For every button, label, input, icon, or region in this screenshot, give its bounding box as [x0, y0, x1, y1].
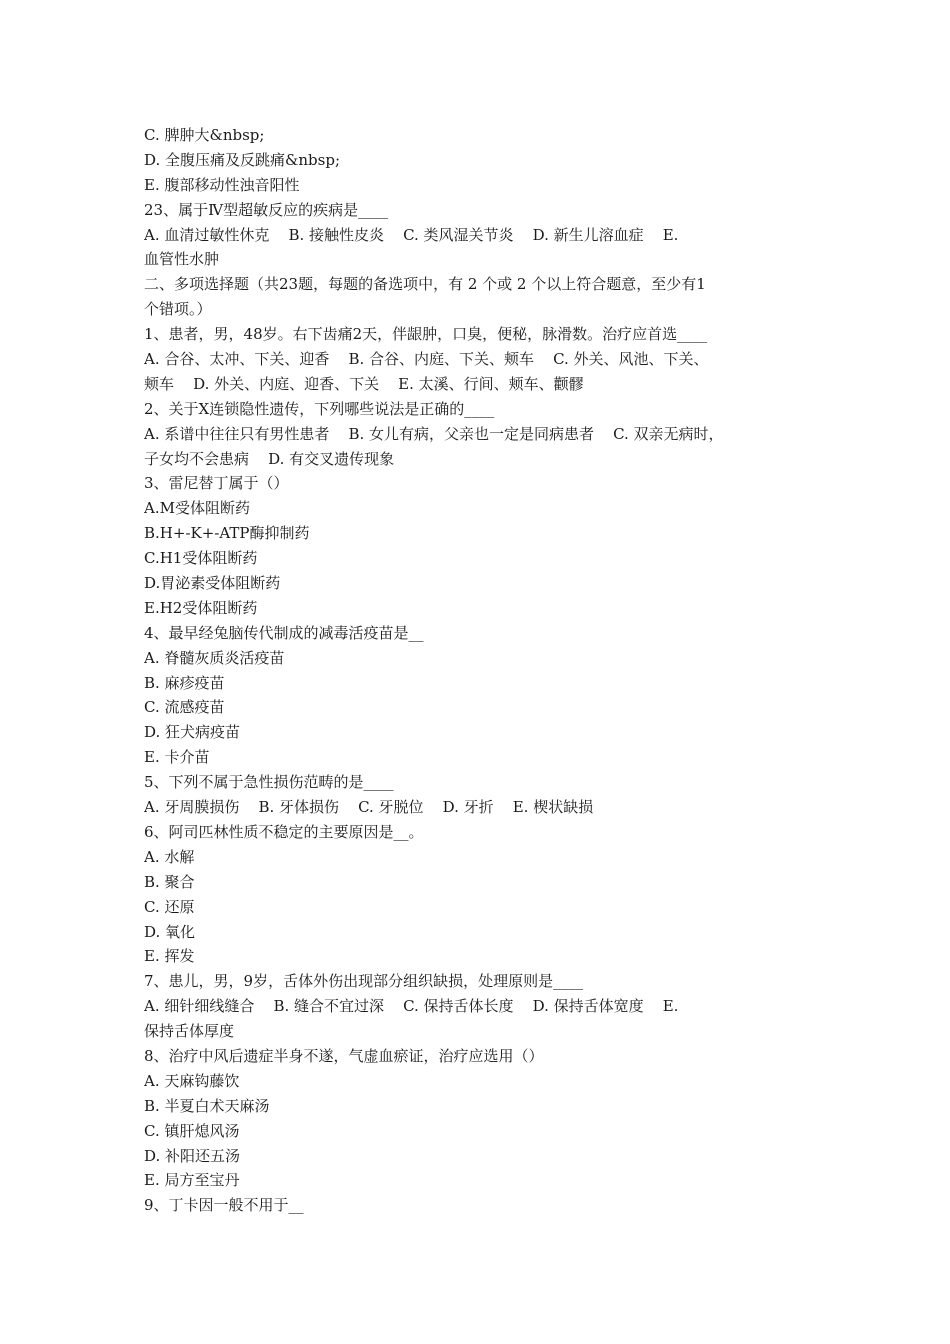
- text-line: A. 牙周膜损伤 B. 牙体损伤 C. 牙脱位 D. 牙折 E. 楔状缺损: [144, 798, 594, 817]
- text-line: A. 水解: [144, 847, 195, 866]
- question-1: 1、患者，男，48岁。右下齿痛2天，伴龈肿，口臭，便秘，脉滑数。治疗应首选____: [144, 325, 708, 344]
- document-body: [144, 123, 824, 1218]
- text-line: D. 氧化: [144, 922, 196, 941]
- text-line: A. 血清过敏性休克 B. 接触性皮炎 C. 类风湿关节炎 D. 新生儿溶血症 E.: [144, 225, 679, 244]
- text-line: D.胃泌素受体阻断药: [144, 574, 281, 593]
- text-line: B. 麻疹疫苗: [144, 673, 225, 692]
- text-line: D. 全腹压痛及反跳痛&nbsp;: [144, 150, 340, 169]
- question-9: 9、丁卡因一般不用于__: [144, 1196, 304, 1215]
- text-line: 保持舌体厚度: [144, 1022, 235, 1041]
- section-heading: 二、多项选择题（共23题，每题的备选项中，有 2 个或 2 个以上符合题意，至少有1: [144, 275, 706, 294]
- section-heading: 个错项。）: [144, 300, 212, 319]
- question-6: 6、阿司匹林性质不稳定的主要原因是__。: [144, 822, 424, 841]
- text-line: C. 镇肝熄风汤: [144, 1121, 240, 1140]
- text-line: A. 合谷、太冲、下关、迎香 B. 合谷、内庭、下关、颊车 C. 外关、风池、下关、: [144, 350, 709, 369]
- text-line: C.H1受体阻断药: [144, 549, 258, 568]
- text-line: D. 补阳还五汤: [144, 1146, 241, 1165]
- question-4: 4、最早经兔脑传代制成的减毒活疫苗是__: [144, 623, 424, 642]
- text-line: E. 挥发: [144, 947, 195, 966]
- text-line: E. 腹部移动性浊音阳性: [144, 175, 300, 194]
- text-line: A. 系谱中往往只有男性患者 B. 女儿有病，父亲也一定是同病患者 C. 双亲无病时，: [144, 424, 724, 443]
- text-line: C. 还原: [144, 897, 195, 916]
- text-line: B. 聚合: [144, 872, 195, 891]
- text-line: E. 局方至宝丹: [144, 1171, 240, 1190]
- question-2: 2、关于X连锁隐性遗传，下列哪些说法是正确的____: [144, 399, 495, 418]
- text-line: A. 细针细线缝合 B. 缝合不宜过深 C. 保持舌体长度 D. 保持舌体宽度 E.: [144, 997, 679, 1016]
- text-line: C. 脾肿大&nbsp;: [144, 126, 265, 144]
- question-8: 8、治疗中风后遗症半身不遂，气虚血瘀证，治疗应选用（）: [144, 1046, 544, 1065]
- text-line: E. 卡介苗: [144, 748, 210, 767]
- text-line: A. 天麻钩藤饮: [144, 1071, 240, 1090]
- text-line: 颊车 D. 外关、内庭、迎香、下关 E. 太溪、行间、颊车、颧髎: [144, 374, 584, 393]
- question-5: 5、下列不属于急性损伤范畴的是____: [144, 773, 394, 792]
- question-23: 23、属于Ⅳ型超敏反应的疾病是____: [144, 200, 389, 219]
- text-line: B. 半夏白术天麻汤: [144, 1096, 270, 1115]
- text-line: 血管性水肿: [144, 250, 220, 269]
- text-line: 子女均不会患病 D. 有交叉遗传现象: [144, 449, 395, 468]
- text-line: A.M受体阻断药: [144, 499, 250, 518]
- text-line: A. 脊髓灰质炎活疫苗: [144, 648, 285, 667]
- text-line: D. 狂犬病疫苗: [144, 723, 241, 742]
- text-line: C. 流感疫苗: [144, 698, 225, 717]
- question-7: 7、患儿，男，9岁，舌体外伤出现部分组织缺损，处理原则是____: [144, 972, 584, 991]
- question-3: 3、雷尼替丁属于（）: [144, 474, 289, 493]
- text-line: B.H+-K+-ATP酶抑制药: [144, 524, 310, 543]
- text-line: E.H2受体阻断药: [144, 598, 258, 617]
